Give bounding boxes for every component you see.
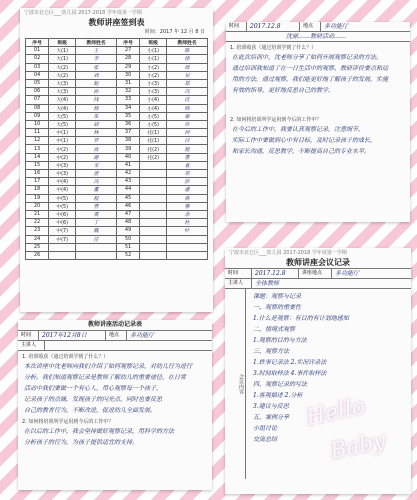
signin-cell: 28 — [116, 55, 139, 63]
signin-cell: 大(3) — [49, 88, 76, 96]
signin-row — [26, 104, 208, 112]
signin-row — [26, 120, 208, 128]
signin-cell: 潘 — [167, 186, 208, 194]
signin-cell: 吕 — [167, 137, 208, 145]
signin-cell: 中(2) — [49, 153, 76, 161]
signin-cell: 05 — [26, 79, 49, 87]
handwritten-line: 二、情境式观察 — [253, 326, 296, 333]
signin-cell: 大(2) — [49, 63, 76, 71]
notes-sheet-bottom — [18, 320, 212, 490]
record-header: 宁波市北仑区___幼儿园 2017-2018 学年度第一学期 — [229, 250, 347, 256]
signin-cell — [167, 251, 208, 259]
signin-cell: 46 — [116, 202, 139, 210]
signin-cell: 中(1) — [49, 137, 76, 145]
signin-cell: 贾 — [76, 210, 117, 218]
signin-cell: 施 — [167, 145, 208, 153]
signin-cell: 周 — [167, 63, 208, 71]
signin-cell: 韩 — [167, 104, 208, 112]
signin-cell: 35 — [116, 112, 139, 120]
signin-row — [26, 145, 208, 153]
handwritten-line: 分析孩子的行为，为孩子提供适宜的支持。 — [24, 439, 139, 446]
signin-row — [26, 235, 208, 243]
record-title: 教师讲座会议记录 — [286, 258, 350, 267]
signin-cell: 29 — [116, 63, 139, 71]
signin-row — [26, 178, 208, 186]
signin-cell: 罗 — [76, 137, 117, 145]
signin-cell: 张 — [76, 63, 117, 71]
signin-cell: 27 — [116, 47, 139, 55]
notes-top-speaker-row — [226, 32, 410, 42]
signin-cell — [140, 227, 167, 235]
handwritten-line: 3.时间取样法 4.事件取样法 — [253, 370, 327, 377]
signin-row — [26, 219, 208, 227]
signin-row — [26, 153, 208, 161]
signin-cell: 小(4) — [140, 96, 167, 104]
signin-cell: 陈 — [167, 47, 208, 55]
signin-cell — [140, 210, 167, 218]
signin-row — [26, 243, 208, 251]
signin-cell: 谢 — [76, 153, 117, 161]
signin-cell: 大(5) — [49, 112, 76, 120]
speaker-label: 主讲人 — [225, 279, 252, 288]
signin-cell: 小(2) — [140, 63, 167, 71]
signin-row — [26, 210, 208, 218]
signin-cell: 19 — [26, 194, 49, 202]
signin-cell: 10 — [26, 120, 49, 128]
notes-sheet-top — [226, 22, 410, 222]
signin-row — [26, 96, 208, 104]
signin-cell: 彭 — [167, 178, 208, 186]
signin-cell: 许 — [167, 120, 208, 128]
signin-cell: 32 — [116, 88, 139, 96]
signin-cell: 蔡 — [167, 202, 208, 210]
signin-cell: 13 — [26, 145, 49, 153]
watermark-line-2: Baby — [328, 428, 388, 465]
signin-cell: 袁 — [167, 161, 208, 169]
signin-cell: 15 — [26, 161, 49, 169]
signin-cell — [49, 251, 76, 259]
signin-row — [26, 47, 208, 55]
signin-cell: 李 — [76, 55, 117, 63]
signin-cell: 大(2) — [49, 71, 76, 79]
handwritten-line: 本次讲座中沈老师向我们介绍了如何观察记录，对幼儿行为进行 — [24, 363, 193, 370]
handwritten-line: 通过培训我知道了在一日生活中的观察、教研评价要点和运 — [232, 65, 389, 72]
signin-cell: 11 — [26, 129, 49, 137]
signin-cell: 邓 — [167, 170, 208, 178]
signin-cell: 宋 — [76, 161, 117, 169]
handwritten-line: 在此次培训中，沈老师分享了如何开展观察记录的方法。 — [232, 54, 383, 61]
handwritten-line: 交流总结 — [253, 436, 278, 443]
signin-cell — [140, 243, 167, 251]
signin-cell: 大(4) — [49, 96, 76, 104]
signin-row — [26, 161, 208, 169]
signin-cell: 小(1) — [140, 55, 167, 63]
handwritten-line: 在以后的工作中，我会坚持做好观察记录，用科学的方法 — [24, 428, 175, 435]
signin-cell — [140, 178, 167, 186]
signin-row — [26, 129, 208, 137]
handwritten-line: 3.建议与反思 — [253, 403, 289, 410]
place-value: 多功能厅 — [324, 23, 349, 30]
signin-row — [26, 186, 208, 194]
watermark-line-1: Hello — [304, 394, 368, 431]
signin-cell: 冯 — [167, 88, 208, 96]
signin-cell: 托(1) — [140, 129, 167, 137]
signin-cell: 曹 — [167, 153, 208, 161]
handwritten-line: 五、案例分享 — [253, 414, 290, 421]
signin-row — [26, 227, 208, 235]
handwritten-line: 有效的指导，更好地反思自己的教学。 — [232, 87, 335, 94]
handwritten-line: 四、观察记录的写法 — [253, 381, 308, 388]
signin-cell: 余 — [167, 210, 208, 218]
signin-cell: 06 — [26, 88, 49, 96]
handwritten-line: 1.什么是观察：有目的有计划地感知 — [253, 315, 349, 322]
signin-cell: 14 — [26, 153, 49, 161]
signin-cell: 杨 — [76, 104, 117, 112]
signin-row — [26, 251, 208, 259]
question-2: 2. 如何将培训所学运用到今后的工作中？ — [230, 117, 322, 123]
signin-cell: 大(3) — [49, 79, 76, 87]
signin-cell — [140, 251, 167, 259]
handwritten-line: 在今后的工作中，我要认真观察记录，注意细节， — [232, 126, 365, 133]
handwritten-line: 用的方法。通过观察，我们能更好地了解孩子的发展，实施 — [232, 76, 389, 83]
signin-cell — [140, 202, 167, 210]
signin-cell: 39 — [116, 145, 139, 153]
handwritten-line: 自己的教育行为，不断改进，促进幼儿全面发展。 — [24, 407, 157, 414]
signin-cell: 08 — [26, 104, 49, 112]
signin-cell: 01 — [26, 47, 49, 55]
signin-row — [26, 202, 208, 210]
signin-cell: 中(1) — [49, 129, 76, 137]
signin-column-header: 序号 — [116, 39, 139, 47]
signin-cell: 托(2) — [140, 145, 167, 153]
signin-cell: 任 — [76, 235, 117, 243]
place-label: 地点 — [106, 331, 127, 340]
hello-baby-watermark — [300, 394, 410, 485]
signin-row — [26, 63, 208, 71]
signin-row — [26, 194, 208, 202]
signin-column-header: 序号 — [26, 39, 49, 47]
signin-row — [26, 137, 208, 145]
signin-cell: 赵 — [76, 79, 117, 87]
signin-title: 教师讲座签到表 — [88, 18, 145, 27]
signin-row — [26, 55, 208, 63]
signin-cell: 董 — [76, 186, 117, 194]
signin-cell: 38 — [116, 137, 139, 145]
handwritten-line: 1.观察的目的与方法 — [253, 337, 307, 344]
speaker-label: 主讲人 — [18, 341, 45, 350]
notes-top-info-row — [226, 22, 410, 32]
signin-cell: 17 — [26, 178, 49, 186]
signin-cell — [49, 243, 76, 251]
signin-cell: 小(1) — [140, 47, 167, 55]
signin-cell: 30 — [116, 71, 139, 79]
place-value: 多功能厅 — [130, 332, 155, 339]
signin-cell: 王 — [76, 47, 117, 55]
time-value: 2017.12.8 — [252, 269, 299, 278]
signin-cell: 程 — [76, 194, 117, 202]
signin-cell: 林 — [76, 129, 117, 137]
signin-cell: 小(5) — [140, 120, 167, 128]
signin-cell: 小(3) — [140, 88, 167, 96]
signin-cell: 中(4) — [49, 186, 76, 194]
signin-cell: 36 — [116, 120, 139, 128]
signin-cell: 大(5) — [49, 120, 76, 128]
signin-column-header: 教师姓名 — [167, 39, 208, 47]
signin-cell: 曾 — [76, 202, 117, 210]
signin-cell: 45 — [116, 194, 139, 202]
question-1: 1. 培训收获（通过培训学到了什么？） — [230, 45, 317, 51]
signin-cell: 小(4) — [140, 104, 167, 112]
signin-cell — [167, 243, 208, 251]
signin-cell: 秦 — [167, 112, 208, 120]
signin-column-header: 班级 — [49, 39, 76, 47]
signin-cell: 托(2) — [140, 153, 167, 161]
signin-cell: 03 — [26, 63, 49, 71]
signin-cell: 40 — [116, 153, 139, 161]
signin-cell: 25 — [26, 243, 49, 251]
time-value: 2017.12.8 — [247, 22, 300, 31]
signin-cell: 沈 — [167, 96, 208, 104]
signin-cell: 小(5) — [140, 112, 167, 120]
signin-cell: 何 — [167, 129, 208, 137]
place-label: 讲座地点 — [299, 269, 332, 278]
handwritten-line: 和家长沟通，反思教学，不断提高自己的专业水平。 — [232, 148, 371, 155]
handwritten-line: 1.轶事记录法 2.实况详录法 — [253, 359, 327, 366]
signin-cell: 07 — [26, 96, 49, 104]
signin-cell: 小(2) — [140, 71, 167, 79]
signin-cell: 47 — [116, 210, 139, 218]
notes-bottom-speaker-row — [18, 341, 212, 351]
signin-cell: 43 — [116, 178, 139, 186]
signin-cell — [140, 186, 167, 194]
signin-row — [26, 88, 208, 96]
place-label: 地点 — [300, 22, 321, 31]
signin-cell: 22 — [26, 219, 49, 227]
signin-cell: 中(5) — [49, 194, 76, 202]
signin-cell: 21 — [26, 210, 49, 218]
signin-cell: 刘 — [76, 71, 117, 79]
signin-cell: 24 — [26, 235, 49, 243]
signin-cell: 托(1) — [140, 137, 167, 145]
signin-cell — [140, 235, 167, 243]
signin-cell: 小(3) — [140, 79, 167, 87]
signin-cell: 中(6) — [49, 219, 76, 227]
signin-cell: 中(3) — [49, 170, 76, 178]
signin-cell — [140, 219, 167, 227]
signin-cell: 大(4) — [49, 104, 76, 112]
handwritten-line: 1.客观描述 2.分析 — [253, 392, 303, 399]
signin-cell: 04 — [26, 71, 49, 79]
speaker-value: 沈丽……教研活动…… — [286, 33, 347, 40]
signin-cell: 42 — [116, 170, 139, 178]
notes-bottom-info-row — [18, 330, 212, 341]
signin-cell: 中(7) — [49, 227, 76, 235]
signin-cell — [76, 243, 117, 251]
signin-cell: 49 — [116, 227, 139, 235]
signin-cell: 18 — [26, 186, 49, 194]
handwritten-line: 课题：观察与记录 — [253, 293, 302, 300]
signin-cell: 魏 — [76, 227, 117, 235]
signin-cell: 中(4) — [49, 178, 76, 186]
signin-cell: 孙 — [76, 88, 117, 96]
time-label: 时间 — [226, 22, 247, 31]
signin-header: 宁波市北仑区___幼儿园 2017-2018 学年度第一学期 — [24, 10, 142, 16]
signin-cell: 大(1) — [49, 47, 76, 55]
signin-column-header: 教师姓名 — [76, 39, 117, 47]
signin-cell: 大(1) — [49, 55, 76, 63]
signin-cell: 51 — [116, 243, 139, 251]
question-2: 2. 如何将培训所学运用到今后的工作中？ — [22, 419, 114, 425]
record-info-row — [225, 268, 411, 279]
signin-cell: 钱 — [76, 96, 117, 104]
time-value: 2017年12月8日 — [39, 331, 106, 340]
signin-cell: 50 — [116, 235, 139, 243]
signin-cell: 中(7) — [49, 235, 76, 243]
signin-cell: 冯 — [76, 178, 117, 186]
handwritten-line: 三、观察方法 — [253, 348, 290, 355]
question-1: 1. 培训收获（通过培训学到了什么？） — [22, 354, 109, 360]
time-label: 时间 — [18, 331, 39, 340]
signin-cell: 16 — [26, 170, 49, 178]
signin-cell: 26 — [26, 251, 49, 259]
signin-cell — [140, 161, 167, 169]
signin-time: 时间：2017 年 12 月 8 日 — [144, 29, 205, 35]
record-speaker-row — [225, 279, 411, 289]
signin-cell: 胡 — [76, 120, 117, 128]
signin-cell: 23 — [26, 227, 49, 235]
handwritten-line: 活动中我们要做一个有心人，用心观察每一个孩子， — [24, 385, 163, 392]
signin-cell: 徐 — [167, 55, 208, 63]
time-label: 时间 — [225, 269, 252, 278]
signin-cell: 33 — [116, 96, 139, 104]
notes-bottom-title: 教师讲座活动记录表 — [87, 321, 142, 328]
signin-cell: 叶 — [167, 227, 208, 235]
signin-cell: 中(3) — [49, 161, 76, 169]
signin-cell: 31 — [116, 79, 139, 87]
signin-cell: 52 — [116, 251, 139, 259]
signin-sheet — [20, 8, 213, 312]
signin-cell: 丁 — [76, 219, 117, 227]
signin-row — [26, 71, 208, 79]
signin-cell — [140, 194, 167, 202]
handwritten-line: 一、观察的重要性 — [253, 304, 302, 311]
signin-cell: 高 — [76, 145, 117, 153]
signin-cell: 中(2) — [49, 145, 76, 153]
handwritten-line: 实际工作中要做到心中有目标，及时记录孩子的成长， — [232, 137, 377, 144]
signin-cell: 34 — [116, 104, 139, 112]
signin-cell: 郑 — [167, 79, 208, 87]
handwritten-line: 记录孩子的点滴，发现孩子的闪光点，同时也要反思 — [24, 396, 163, 403]
signin-cell: 48 — [116, 219, 139, 227]
speaker-value: 全体教师 — [255, 280, 280, 287]
signin-cell — [140, 170, 167, 178]
signin-table — [25, 38, 208, 260]
signin-cell: 41 — [116, 161, 139, 169]
signin-row — [26, 170, 208, 178]
signin-cell: 杜 — [167, 219, 208, 227]
signin-cell: 37 — [116, 129, 139, 137]
signin-cell: 中(6) — [49, 210, 76, 218]
signin-cell: 唐 — [76, 170, 117, 178]
speaker-value-empty — [45, 341, 51, 350]
signin-column-header: 班级 — [140, 39, 167, 47]
signin-cell: 朱 — [76, 112, 117, 120]
signin-cell: 09 — [26, 112, 49, 120]
signin-cell — [76, 251, 117, 259]
signin-cell: 20 — [26, 202, 49, 210]
place-value: 多功能厅 — [335, 270, 360, 277]
signin-row — [26, 79, 208, 87]
signin-cell: 02 — [26, 55, 49, 63]
signin-cell: 44 — [116, 186, 139, 194]
signin-cell: 12 — [26, 137, 49, 145]
handwritten-line: 分析。我们知道观察记录是教师了解幼儿的重要途径，在日常 — [24, 374, 187, 381]
signin-cell — [167, 235, 208, 243]
record-side-label: 会议内容 — [225, 289, 246, 479]
signin-cell: 吴 — [167, 71, 208, 79]
handwritten-line: 小组讨论 — [253, 425, 278, 432]
signin-cell: 中(5) — [49, 202, 76, 210]
signin-cell: 蒋 — [167, 194, 208, 202]
signin-row — [26, 112, 208, 120]
